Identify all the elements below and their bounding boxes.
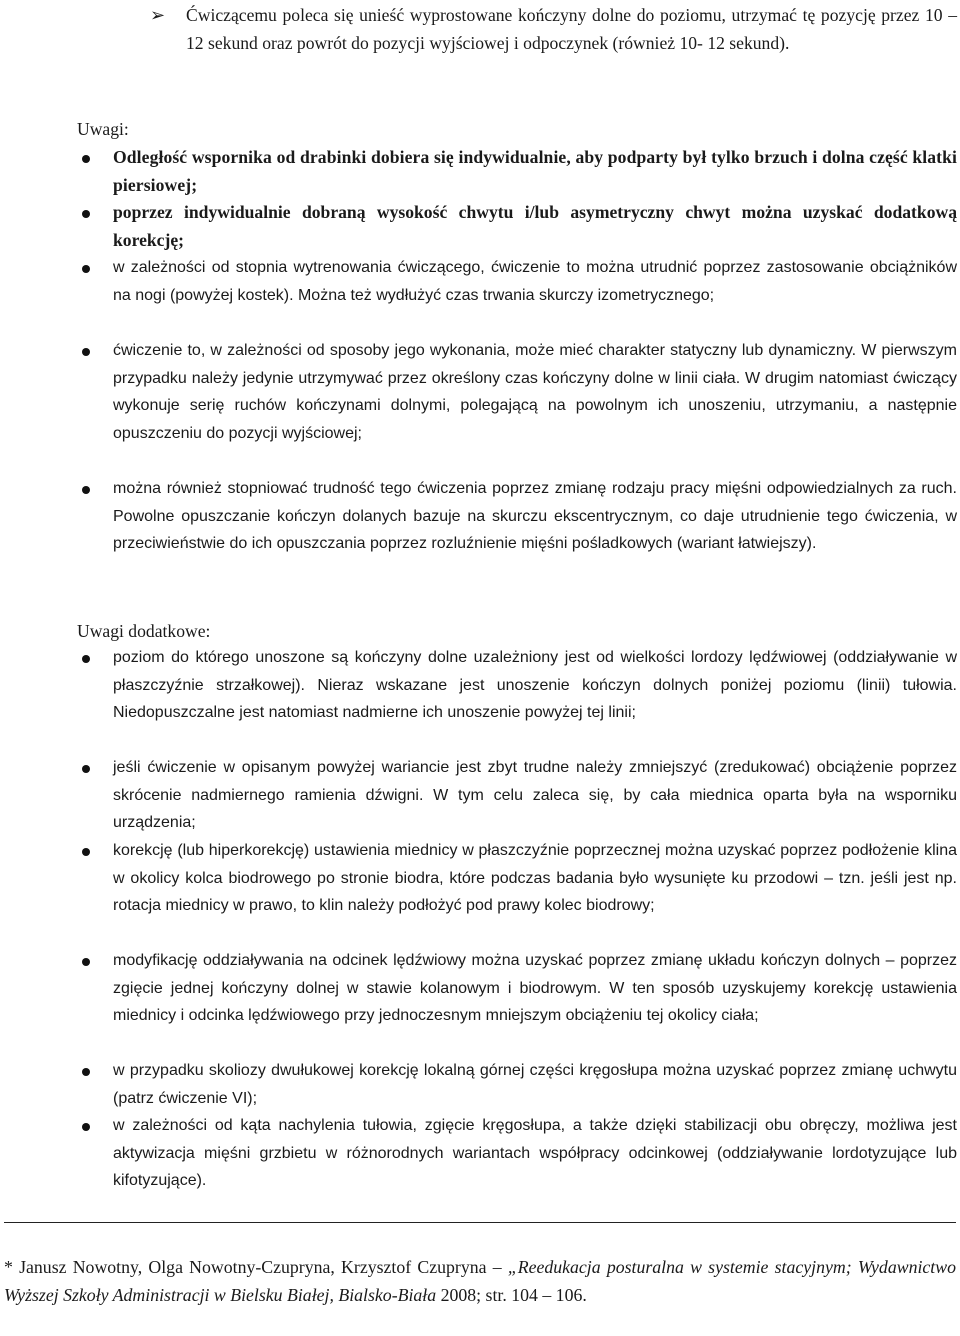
remark-item-2: poprzez indywidualnie dobraną wysokość chwytu i/lub asymetryczny chwyt można uzyskać dodatkową korekcję; [113,202,957,250]
arrow-bullet-icon: ➢ [150,5,166,25]
footnote-title: „Reedukacja posturalna w systemie stacyjnym; Wydawnictwo Wyższej Szkoły Administracji w Bielsku Białej, Bialsko-Biała [4,1257,956,1305]
additional-remark-item-4: modyfikację oddziaływania na odcinek lędźwiowy można uzyskać poprzez zmianę układu kończyn dolnych – poprzez zgięcie jednej kończyny dolnej w stawie kolanowym i biodrowym. W ten sposób uzyskujemy korekcję ustawienia miednicy i odcinka lędźwiowego przy jednoczesnym mniejszym obciążeniu tej okolicy ciała; [113,952,957,1024]
bullet-icon [82,1123,90,1131]
remark-item-5: można również stopniować trudność tego ćwiczenia poprzez zmianę rodzaju pracy mięśni odpowiedzialnych za ruch. Powolne opuszczanie kończyn dolanych bazuje na skurczu ekscentrycznym, co daje utrudnienie tego ćwiczenia, w przeciwieństwie do ich opuszczania poprzez rozluźnienie mięśni pośladkowych (wariant łatwiejszy). [113,480,957,552]
additional-remarks-heading: Uwagi dodatkowe: [77,621,211,641]
additional-remark-item-2: jeśli ćwiczenie w opisanym powyżej wariancie jest zbyt trudne należy zmniejszyć (zredukować) obciążenie poprzez skrócenie nadmiernego ramienia dźwigni. W tym celu zaleca się, by cała miednica oparta była na wsporniku urządzenia; [113,759,957,831]
bullet-icon [82,1068,90,1076]
footnote-authors: * Janusz Nowotny, Olga Nowotny-Czupryna, Krzysztof Czupryna – [4,1257,508,1277]
additional-remark-item-1: poziom do którego unoszone są kończyny dolne uzależniony jest od wielkości lordozy lędźwiowej (oddziaływanie w płaszczyźnie strzałkowej). Nieraz wskazane jest unoszenie kończyn dolnych poniżej poziomu (linii) tułowia. Niedopuszczalne jest natomiast nadmierne ich unoszenie powyżej tej linii; [113,649,957,721]
additional-remark-item-5: w przypadku skoliozy dwułukowej korekcję lokalną górnej części kręgosłupa można uzyskać poprzez zmianę uchwytu (patrz ćwiczenie VI); [113,1062,957,1107]
bullet-icon [82,765,90,773]
bullet-icon [82,655,90,663]
additional-remark-item-6: w zależności od kąta nachylenia tułowia, zgięcie kręgosłupa, a także dzięki stabilizacji obu obręczy, możliwa jest aktywizacja mięśni grzbietu w różnorodnych wariantach współpracy odcinkowej (oddziaływanie lordotyzujące lub kifotyzujące). [113,1117,957,1189]
footnote-divider [4,1222,956,1223]
intro-paragraph: Ćwiczącemu poleca się unieść wyprostowane kończyny dolne do poziomu, utrzymać tę pozycję przez 10 – 12 sekund oraz powrót do pozycji wyjściowej i odpoczynek (również 10- 12 sekund). [186,5,957,53]
remarks-heading: Uwagi: [77,119,129,139]
remark-item-4: ćwiczenie to, w zależności od sposoby jego wykonania, może mieć charakter statyczny lub dynamiczny. W pierwszym przypadku należy jedynie utrzymywać przez określony czas kończyny dolne w linii ciała. W drugim natomiast ćwiczący wykonuje serię ruchów kończynami dolnymi, polegającą na powolnym ich unoszeniu, utrzymaniu, a następnie opuszczeniu do pozycji wyjściowej; [113,342,957,442]
remark-item-3: w zależności od stopnia wytrenowania ćwiczącego, ćwiczenie to można utrudnić poprzez zastosowanie obciążników na nogi (powyżej kostek). Można też wydłużyć czas trwania skurczy izometrycznego; [113,259,957,304]
bullet-icon [82,348,90,356]
additional-remark-item-3: korekcję (lub hiperkorekcję) ustawienia miednicy w płaszczyźnie poprzecznej można uzyskać poprzez podłożenie klina w okolicy kolca biodrowego po stronie biodra, które podczas badania było wysunięte ku przodowi – tzn. jeśli jest np. rotacja miednicy w prawo, to klin należy podłożyć pod prawy kolec biodrowy; [113,842,957,914]
remark-item-1: Odległość wspornika od drabinki dobiera się indywidualnie, aby podparty był tylko brzuch i dolna część klatki piersiowej; [113,147,957,195]
bullet-icon [82,265,90,273]
footnote [4,1254,956,1309]
footnote-details: 2008; str. 104 – 106. [436,1284,587,1305]
bullet-icon [82,210,90,218]
bullet-icon [82,848,90,856]
bullet-icon [82,155,90,163]
bullet-icon [82,486,90,494]
bullet-icon [82,958,90,966]
